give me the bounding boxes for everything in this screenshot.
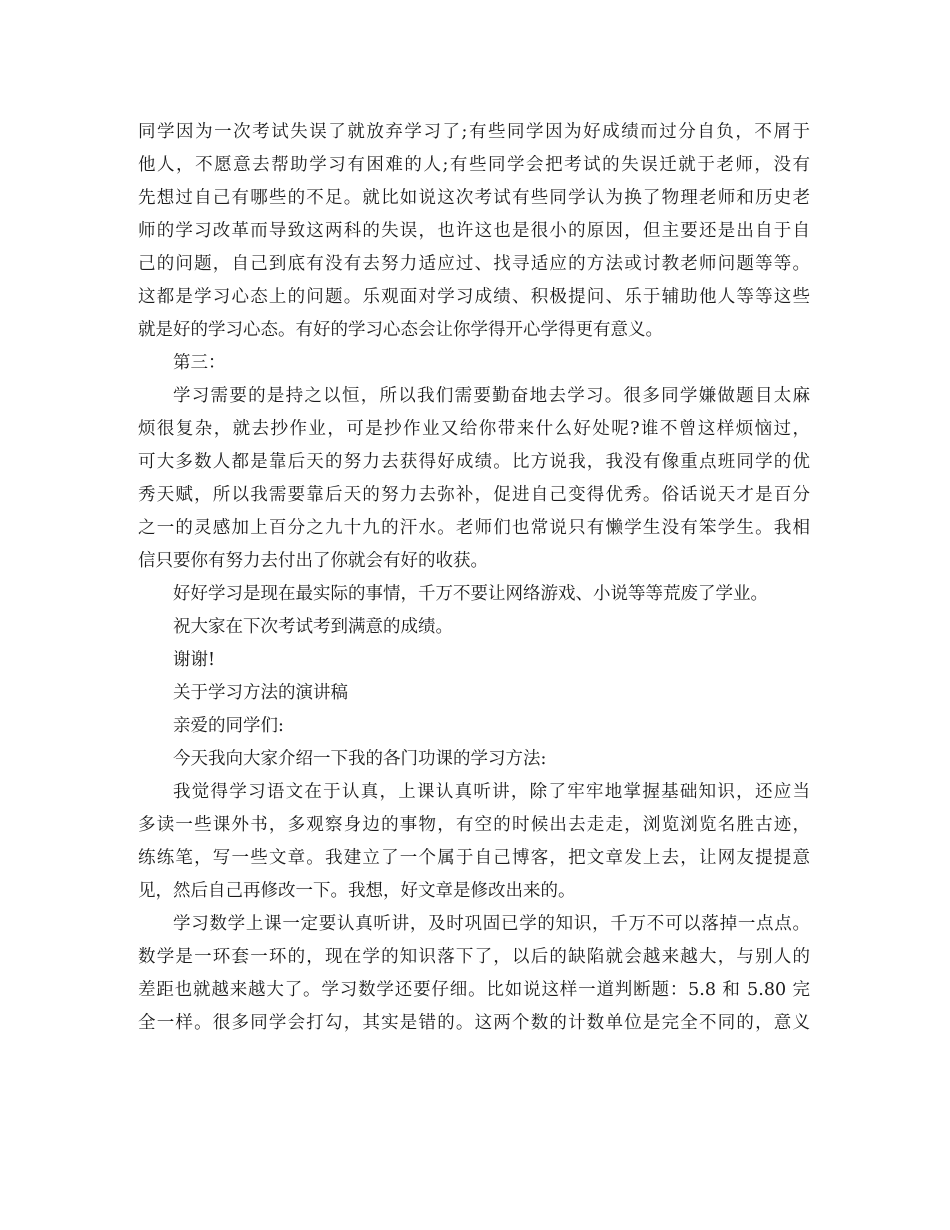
text-line: 好好学习是现在最实际的事情，千万不要让网络游戏、小说等等荒废了学业。 [173, 584, 768, 604]
text-line: 第三： [173, 353, 226, 373]
text-line: 学习数学上课一定要认真听讲，及时巩固已学的知识，千万不可以落掉一点点。 [173, 914, 810, 934]
text-line: 谢谢! [173, 650, 216, 670]
text-line: 差距也就越来越大了。学习数学还要仔细。比如说这样一道判断题：5.8 和 5.80 完 [138, 980, 810, 1000]
text-line: 信只要你有努力去付出了你就会有好的收获。 [138, 551, 488, 571]
text-line: 这都是学习心态上的问题。乐观面对学习成绩、积极提问、乐于辅助他人等等这些 [138, 287, 810, 307]
text-line: 数学是一环套一环的，现在学的知识落下了，以后的缺陷就会越来越大，与别人的 [138, 947, 810, 967]
text-line: 我觉得学习语文在于认真，上课认真听讲，除了牢牢地掌握基础知识，还应当 [173, 782, 810, 802]
text-line: 祝大家在下次考试考到满意的成绩。 [173, 617, 453, 637]
text-line: 就是好的学习心态。有好的学习心态会让你学得开心学得更有意义。 [138, 320, 663, 340]
text-line: 烦很复杂，就去抄作业，可是抄作业又给你带来什么好处呢?谁不曾这样烦恼过， [138, 419, 810, 439]
text-line: 师的学习改革而导致这两科的失误，也许这也是很小的原因，但主要还是出自于自 [138, 221, 810, 241]
text-line: 今天我向大家介绍一下我的各门功课的学习方法: [173, 749, 547, 769]
text-line: 秀天赋，所以我需要靠后天的努力去弥补，促进自己变得优秀。俗话说天才是百分 [138, 485, 810, 505]
text-line: 亲爱的同学们: [173, 716, 284, 736]
text-line: 可大多数人都是靠后天的努力去获得好成绩。比方说我，我没有像重点班同学的优 [138, 452, 810, 472]
text-line: 学习需要的是持之以恒，所以我们需要勤奋地去学习。很多同学嫌做题目太麻 [173, 386, 810, 406]
text-line: 之一的灵感加上百分之九十九的汗水。老师们也常说只有懒学生没有笨学生。我相 [138, 518, 810, 538]
text-line: 己的问题，自己到底有没有去努力适应过、找寻适应的方法或讨教老师问题等等。 [138, 254, 810, 274]
document-page [138, 116, 810, 1040]
text-line: 练练笔，写一些文章。我建立了一个属于自己博客，把文章发上去，让网友提提意 [138, 848, 810, 868]
text-line: 同学因为一次考试失误了就放弃学习了;有些同学因为好成绩而过分自负，不屑于 [138, 122, 810, 142]
text-line: 他人，不愿意去帮助学习有困难的人;有些同学会把考试的失误迁就于老师，没有 [138, 155, 810, 175]
text-line: 见，然后自己再修改一下。我想，好文章是修改出来的。 [138, 881, 576, 901]
text-line: 全一样。很多同学会打勾，其实是错的。这两个数的计数单位是完全不同的，意义 [138, 1013, 810, 1033]
text-line: 多读一些课外书，多观察身边的事物，有空的时候出去走走，浏览浏览名胜古迹， [138, 815, 810, 835]
text-line: 先想过自己有哪些的不足。就比如说这次考试有些同学认为换了物理老师和历史老 [138, 188, 810, 208]
text-line: 关于学习方法的演讲稿 [173, 683, 348, 703]
